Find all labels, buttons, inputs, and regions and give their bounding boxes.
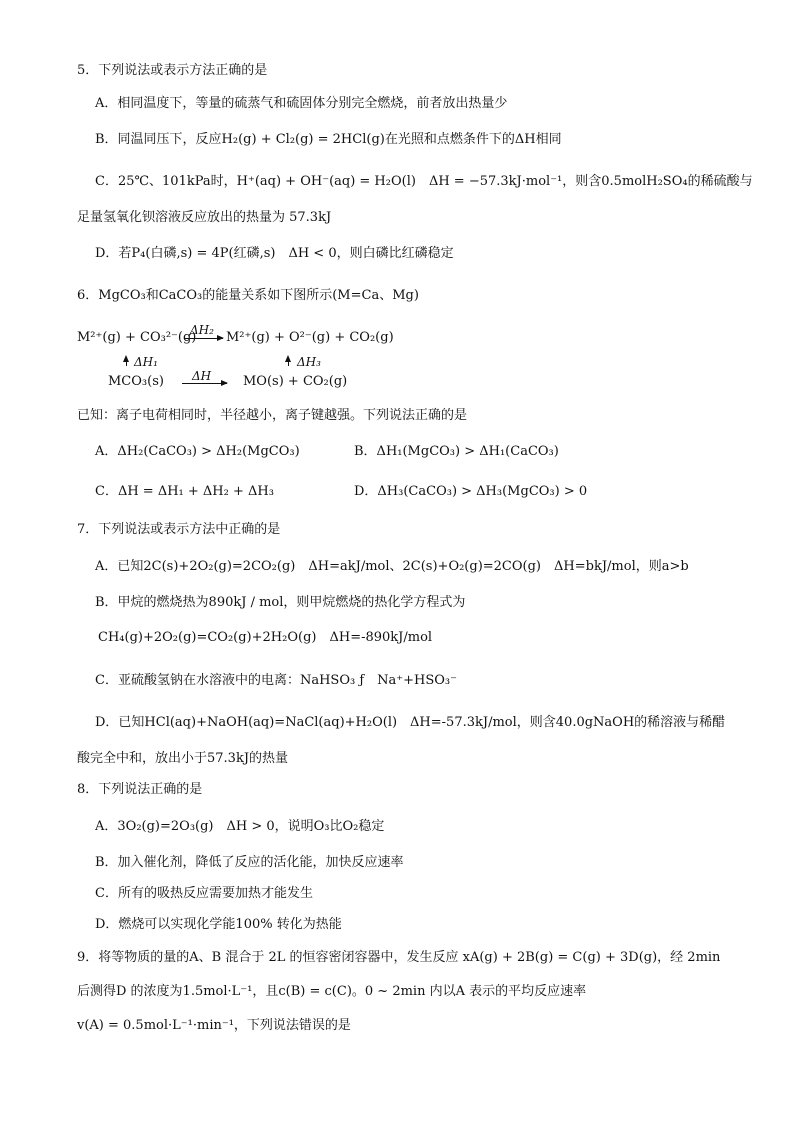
q7-option-b: B．甲烷的燃烧热为890kJ / mol，则甲烷燃烧的热化学方程式为 xyxy=(95,595,466,610)
diagram-bottom-arrow xyxy=(182,383,227,384)
diagram-top-left: M²⁺(g) + CO₃²⁻(g) xyxy=(77,330,197,345)
q8-option-a: A．3O₂(g)=2O₃(g) ΔH > 0，说明O₃比O₂稳定 xyxy=(95,819,385,834)
q7-stem: 7．下列说法或表示方法中正确的是 xyxy=(77,522,281,537)
diagram-bottom-left: MCO₃(s) xyxy=(108,374,164,389)
q9-line-1: 9．将等物质的量的A、B 混合于 2L 的恒容密闭容器中，发生反应 xA(g) + 2B(g) = C(g) + 3D(g)，经 2min xyxy=(77,950,721,965)
q5-option-c: C．25℃、101kPa时，H⁺(aq) + OH⁻(aq) = H₂O(l) ΔH = −57.3kJ·mol⁻¹，则含0.5molH₂SO₄的稀硫酸与 xyxy=(95,174,753,189)
q8-option-c: C．所有的吸热反应需要加热才能发生 xyxy=(95,886,313,901)
q8-option-d: D．燃烧可以实现化学能100% 转化为热能 xyxy=(95,917,342,932)
q7-option-a: A．已知2C(s)+2O₂(g)=2CO₂(g) ΔH=akJ/mol、2C(s)+O₂(g)=2CO(g) ΔH=bkJ/mol，则a>b xyxy=(95,559,689,574)
q5-option-d: D．若P₄(白磷,s) = 4P(红磷,s) ΔH < 0，则白磷比红磷稳定 xyxy=(95,246,454,261)
q6-option-a: A．ΔH₂(CaCO₃) > ΔH₂(MgCO₃) xyxy=(95,444,300,459)
q5-stem: 5．下列说法或表示方法正确的是 xyxy=(77,63,268,78)
diagram-top-arrow-label: ΔH₂ xyxy=(190,323,214,337)
diagram-left-up-label: ΔH₁ xyxy=(134,355,158,369)
diagram-right-up-arrow xyxy=(285,355,292,365)
q5-option-a: A．相同温度下，等量的硫蒸气和硫固体分别完全燃烧，前者放出热量少 xyxy=(95,96,508,111)
q6-option-d: D．ΔH₃(CaCO₃) > ΔH₃(MgCO₃) > 0 xyxy=(354,484,588,499)
q7-option-d: D．已知HCl(aq)+NaOH(aq)=NaCl(aq)+H₂O(l) ΔH=-57.3kJ/mol，则含40.0gNaOH的稀溶液与稀醋 xyxy=(95,715,726,730)
q9-line-2: 后测得D 的浓度为1.5mol·L⁻¹，且c(B) = c(C)。0 ~ 2min 内以A 表示的平均反应速率 xyxy=(77,984,587,999)
q5-option-b: B．同温同压下，反应H₂(g) + Cl₂(g) = 2HCl(g)在光照和点燃条件下的ΔH相同 xyxy=(95,132,562,147)
q6-option-c: C．ΔH = ΔH₁ + ΔH₂ + ΔH₃ xyxy=(95,484,274,499)
diagram-top-right: M²⁺(g) + O²⁻(g) + CO₂(g) xyxy=(226,330,394,345)
q7-option-d-cont: 酸完全中和，放出小于57.3kJ的热量 xyxy=(77,751,289,766)
q8-option-b: B．加入催化剂，降低了反应的活化能，加快反应速率 xyxy=(95,855,404,870)
q8-stem: 8．下列说法正确的是 xyxy=(77,782,203,797)
diagram-top-arrow xyxy=(185,338,223,339)
diagram-right-up-label: ΔH₃ xyxy=(297,355,321,369)
q6-known: 已知：离子电荷相同时，半径越小，离子键越强。下列说法正确的是 xyxy=(77,408,468,423)
q7-option-c: C．亚硫酸氢钠在水溶液中的电离：NaHSO₃ ƒ Na⁺+HSO₃⁻ xyxy=(95,673,457,688)
diagram-bottom-arrow-label: ΔH xyxy=(192,369,212,383)
diagram-left-up-arrow xyxy=(123,355,130,365)
q7-option-b-equation: CH₄(g)+2O₂(g)=CO₂(g)+2H₂O(g) ΔH=-890kJ/mol xyxy=(98,630,433,645)
q5-option-c-cont: 足量氢氧化钡溶液反应放出的热量为 57.3kJ xyxy=(77,210,332,225)
q6-option-b: B．ΔH₁(MgCO₃) > ΔH₁(CaCO₃) xyxy=(354,444,559,459)
q6-stem: 6．MgCO₃和CaCO₃的能量关系如下图所示(M=Ca、Mg) xyxy=(77,288,419,303)
q9-line-3: v(A) = 0.5mol·L⁻¹·min⁻¹，下列说法错误的是 xyxy=(77,1018,351,1033)
diagram-bottom-right: MO(s) + CO₂(g) xyxy=(243,374,348,389)
